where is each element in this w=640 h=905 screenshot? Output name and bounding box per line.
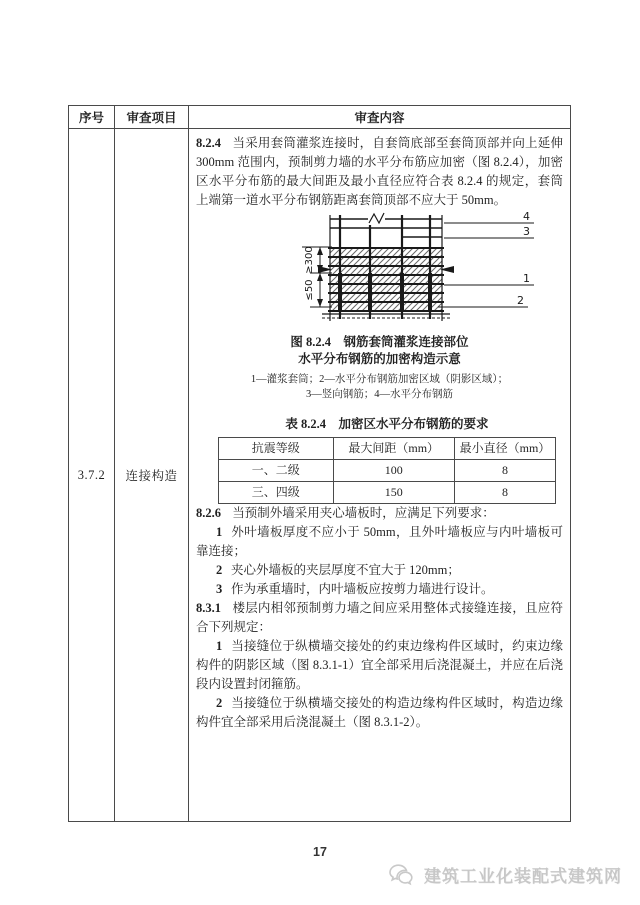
item-text: 夹心外墙板的夹层厚度不宜大于 120mm； — [231, 563, 460, 577]
watermark-text: 建筑工业化装配式建筑网 — [424, 867, 622, 886]
callout-4: 4 — [523, 211, 530, 223]
cell-diameter-8b: 8 — [454, 482, 555, 504]
item-text: 当接缝位于纵横墙交接处的构造边缘构件区域时，构造边缘构件宜全部采用后浇混凝土（图 8.3.1-2）。 — [196, 696, 563, 729]
section-text: 楼层内相邻预制剪力墙之间应采用整体式接缝连接，且应符合下列规定： — [196, 601, 563, 634]
wechat-icon — [388, 863, 418, 887]
section-text: 当预制外墙采用夹心墙板时，应满足下列要求： — [232, 506, 495, 520]
figure-caption-line2: 水平分布钢筋的加密构造示意 — [298, 352, 461, 366]
item-text: 当接缝位于纵横墙交接处的约束边缘构件区域时，约束边缘构件的阴影区域（图 8.3.1-1）宜全部采用后浇混凝土，并应在后浇段内设置封闭箍筋。 — [196, 639, 563, 691]
review-content-cell — [189, 129, 570, 821]
rebar-detail-drawing — [282, 211, 540, 325]
dim-label-300: ≥300 — [304, 246, 315, 274]
section-number: 8.2.4 — [196, 136, 221, 150]
header-serial: 序号 — [69, 106, 115, 128]
cell-diameter-8: 8 — [454, 460, 555, 482]
callout-2: 2 — [517, 294, 524, 307]
item-8-3-1-1 — [196, 637, 563, 694]
figure-legend-line1: 1—灌浆套筒；2—水平分布钢筋加密区域（阴影区域）； — [250, 374, 509, 385]
section-text: 当采用套筒灌浆连接时，自套筒底部至套筒顶部并向上延伸 300mm 范围内，预制剪力墙的水平分布筋应加密（图 8.2.4），加密区水平分布筋的最大间距及最小直径应符合表 8.2.4 的规定，套筒上端第一道水平分布钢筋距离套筒顶部不应大于 50mm。 — [196, 136, 563, 207]
page-number: 17 — [313, 845, 327, 859]
item-8-3-1-2 — [196, 694, 563, 732]
item-8-2-6-2 — [196, 561, 563, 580]
cell-grade-1-2: 一、二级 — [219, 460, 334, 482]
review-table-row — [69, 129, 570, 821]
item-number: 2 — [216, 563, 223, 577]
serial-number-cell: 3.7.2 — [69, 129, 115, 821]
header-content: 审查内容 — [354, 111, 405, 125]
callout-1: 1 — [523, 272, 530, 285]
figure-8-2-4 — [282, 211, 563, 331]
cell-spacing-100: 100 — [333, 460, 454, 482]
item-number: 1 — [216, 525, 223, 539]
item-8-2-6-3 — [196, 580, 563, 599]
watermark — [388, 862, 622, 887]
review-item-cell: 连接构造 — [115, 129, 189, 821]
figure-caption-line1: 图 8.2.4 钢筋套筒灌浆连接部位 — [290, 335, 469, 349]
dim-label-50: ≤50 — [304, 279, 315, 301]
callout-3: 3 — [523, 225, 530, 238]
item-8-2-6-1 — [196, 523, 563, 561]
section-number: 8.2.6 — [196, 506, 221, 520]
table-header-row — [219, 438, 556, 460]
item-number: 1 — [216, 639, 223, 653]
item-number: 3 — [216, 582, 223, 596]
col-header-min-diameter: 最小直径（mm） — [454, 438, 555, 460]
review-table — [68, 105, 571, 822]
table-row — [219, 460, 556, 482]
col-header-grade: 抗震等级 — [219, 438, 334, 460]
top-horizontal-bars — [330, 219, 442, 237]
figure-legend-line2: 3—竖向钢筋；4—水平分布钢筋 — [306, 389, 453, 400]
review-table-header — [69, 106, 570, 129]
item-number: 2 — [216, 696, 223, 710]
paragraph-8-2-4 — [196, 134, 563, 210]
item-text: 外叶墙板厚度不应小于 50mm，且外叶墙板应与内叶墙板可靠连接； — [196, 525, 563, 558]
header-item: 审查项目 — [115, 106, 189, 128]
item-text: 作为承重墙时，内叶墙板应按剪力墙进行设计。 — [231, 582, 494, 596]
table-row — [219, 482, 556, 504]
paragraph-8-3-1 — [196, 599, 563, 637]
cell-spacing-150: 150 — [333, 482, 454, 504]
table-8-2-4 — [218, 437, 556, 504]
cell-grade-3-4: 三、四级 — [219, 482, 334, 504]
section-number: 8.3.1 — [196, 601, 221, 615]
paragraph-8-2-6 — [196, 504, 563, 523]
table-8-2-4-title: 表 8.2.4 加密区水平分布钢筋的要求 — [285, 417, 489, 431]
col-header-max-spacing: 最大间距（mm） — [333, 438, 454, 460]
